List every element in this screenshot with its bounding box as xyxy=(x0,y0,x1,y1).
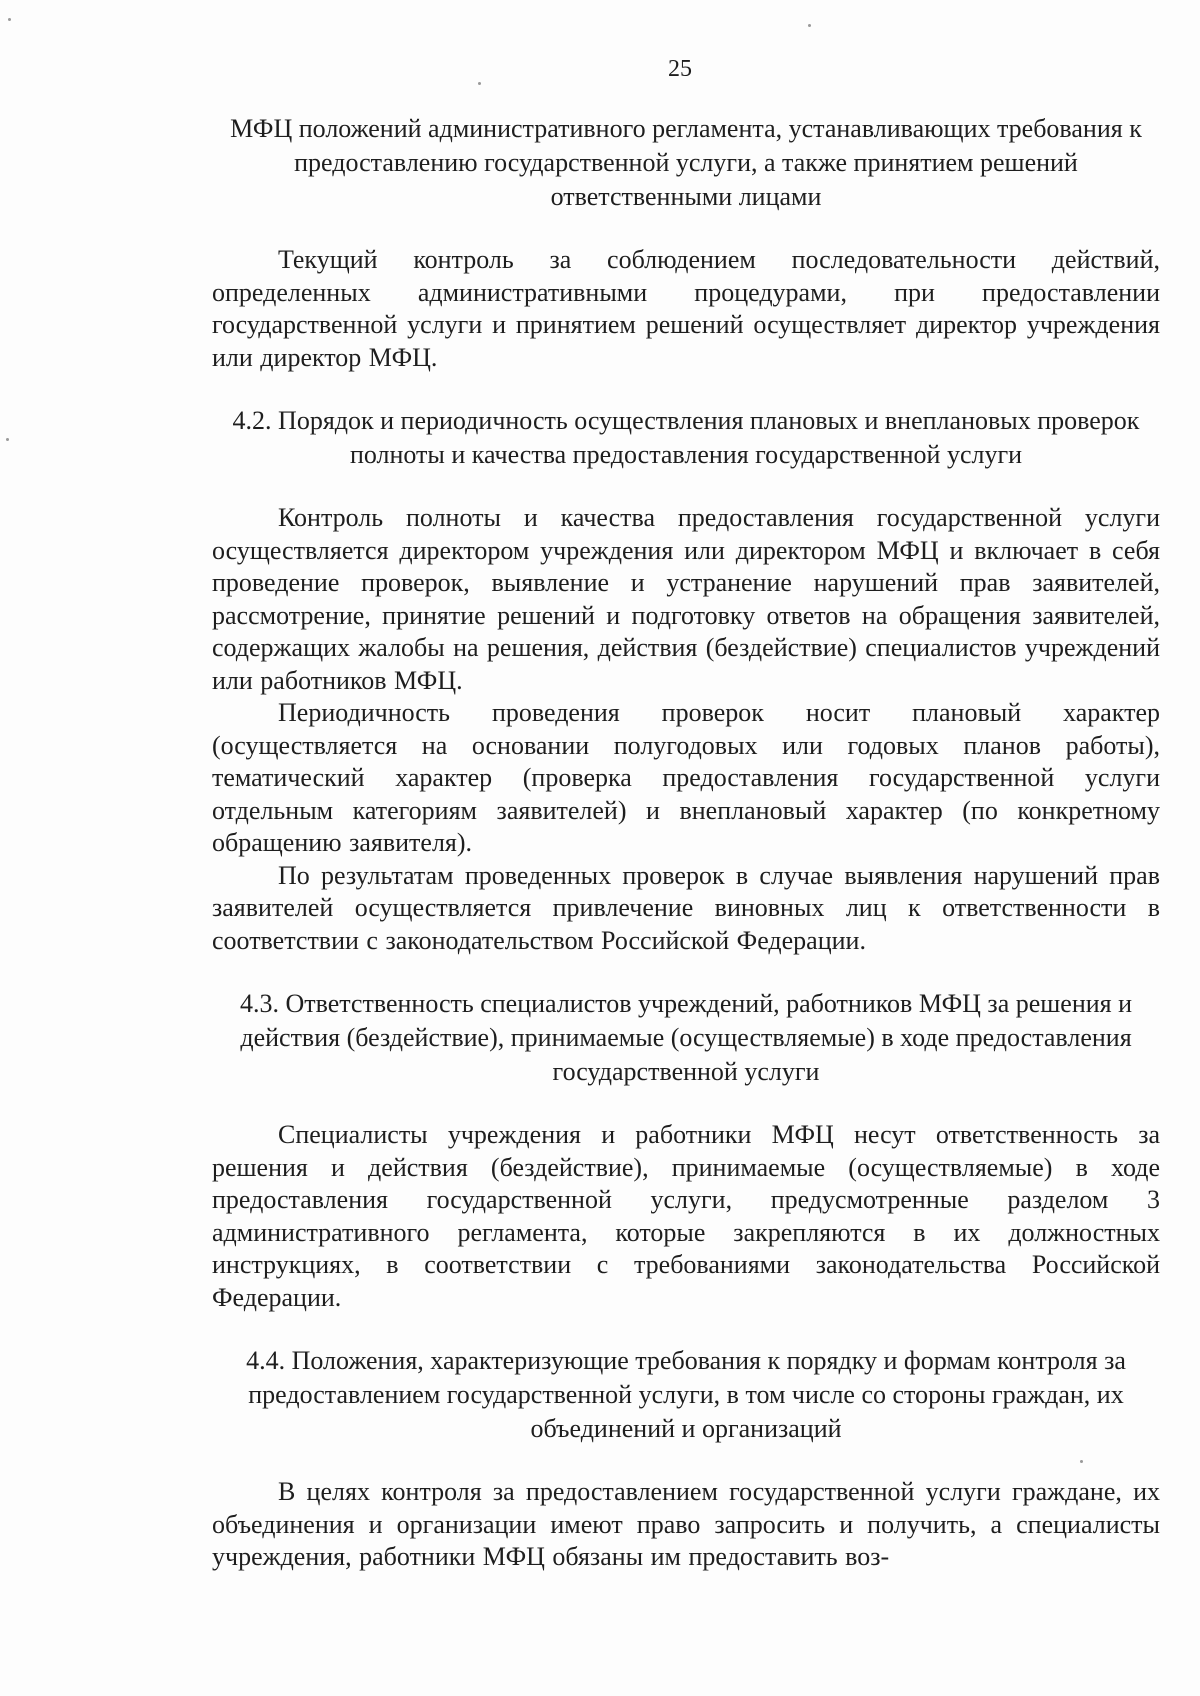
paragraph-inspection-results: По результатам проведенных проверок в случае выявления нарушений прав заявителей осуществляется привлечение виновных лиц к ответственности в соответствии с законодательством Российской Федерации. xyxy=(212,860,1160,955)
section-heading-continuation: МФЦ положений административного регламента, устанавливающих требования к предоставлению государственной услуги, а также принятием решений ответственными лицами xyxy=(230,114,1142,211)
paragraph-quality-control: Контроль полноты и качества предоставления государственной услуги осуществляется директором учреждения или директором МФЦ и включает в себя проведение проверок, выявление и устранение нарушений прав заявителей, рассмотрение, принятие решений и подготовку ответов на обращения заявителей, содержащих жалобы на решения, действия (бездействие) специалистов учреждений или работников МФЦ. xyxy=(212,503,1160,695)
section-heading-4-4: 4.4. Положения, характеризующие требования к порядку и формам контроля за предоставлением государственной услуги, в том числе со стороны граждан, их объединений и организаций xyxy=(246,1346,1126,1443)
paragraph-citizen-control: В целях контроля за предоставлением государственной услуги граждане, их объединения и организации имеют право запросить и получить, а специалисты учреждения, работники МФЦ обязаны им предоставить воз- xyxy=(212,1477,1160,1571)
paragraph-inspection-frequency: Периодичность проведения проверок носит плановый характер (осуществляется на основании полугодовых или годовых планов работы), тематический характер (проверка предоставления государственной услуги отдельным категориям заявителей) и внеплановый характер (по конкретному обращению заявителя). xyxy=(212,698,1160,857)
scan-speck xyxy=(808,24,811,27)
section-heading-4-3: 4.3. Ответственность специалистов учреждений, работников МФЦ за решения и действия (бездействие), принимаемые (осуществляемые) в ходе предоставления государственной услуги xyxy=(239,989,1133,1086)
document-body xyxy=(212,112,1160,1574)
scan-speck xyxy=(478,82,481,85)
page-number: 25 xyxy=(668,56,692,82)
section-heading-4-2: 4.2. Порядок и периодичность осуществления плановых и внеплановых проверок полноты и качества предоставления государственной услуги xyxy=(232,406,1140,469)
scan-speck xyxy=(8,18,11,21)
paragraph-current-control: Текущий контроль за соблюдением последовательности действий, определенных административными процедурами, при предоставлении государственной услуги и принятием решений осуществляет директор учреждения или директор МФЦ. xyxy=(212,245,1160,372)
paragraph-responsibility: Специалисты учреждения и работники МФЦ несут ответственность за решения и действия (бездействие), принимаемые (осуществляемые) в ходе предоставления государственной услуги, предусмотренные разделом 3 административного регламента, которые закрепляются в их должностных инструкциях, в соответствии с требованиями законодательства Российской Федерации. xyxy=(212,1120,1160,1312)
scan-speck xyxy=(6,438,9,441)
